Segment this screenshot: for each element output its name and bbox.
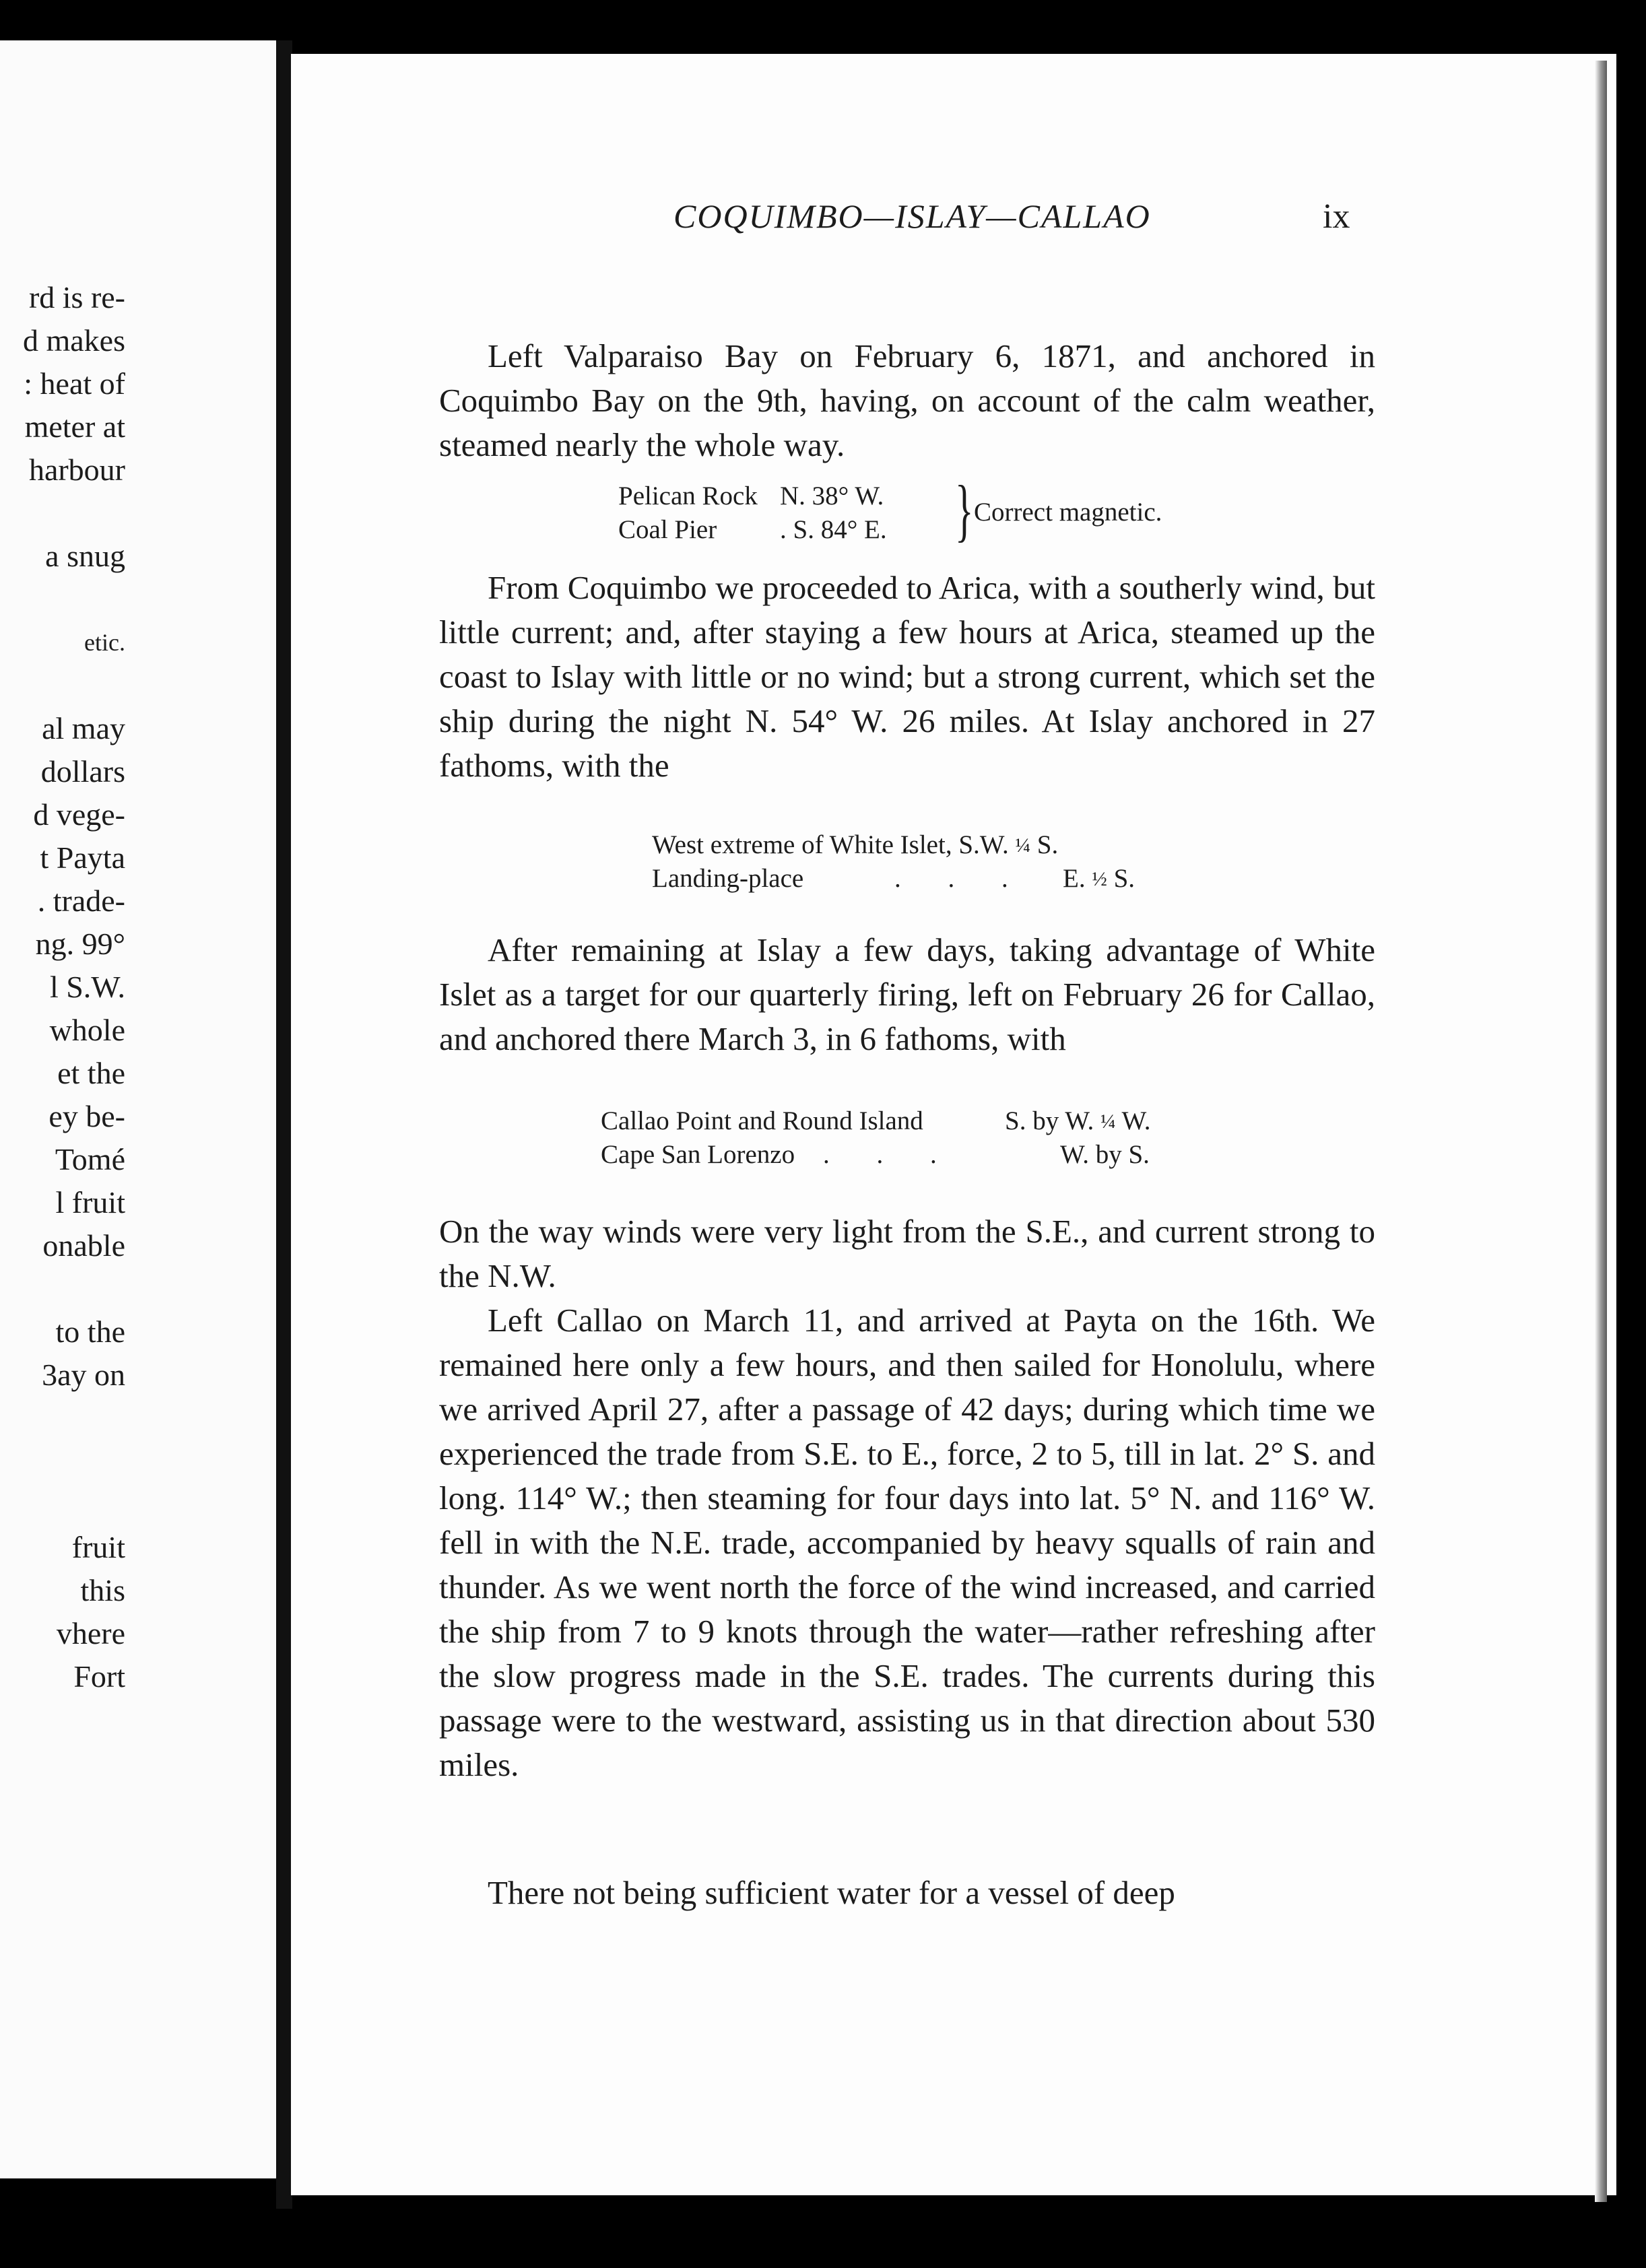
paragraph-winds: On the way winds were very light from the S.E., and current strong to the N.W. bbox=[439, 1213, 1375, 1294]
bearing-place: West extreme of White Islet, S.W. bbox=[652, 830, 1009, 859]
bearing-value: E. bbox=[1063, 864, 1086, 893]
left-page-line: l S.W. bbox=[49, 970, 125, 1004]
book-gutter bbox=[276, 40, 292, 2209]
paragraph-valparaiso: Left Valparaiso Bay on February 6, 1871, and anchored in Coquimbo Bay on the 9th, having, on account of the calm weather, steamed nearly the whole way. bbox=[439, 337, 1375, 463]
left-page-line: d vege- bbox=[33, 797, 125, 832]
fraction: ½ bbox=[1092, 868, 1107, 890]
left-page-line: fruit bbox=[71, 1530, 125, 1564]
fraction: ¼ bbox=[1015, 834, 1030, 857]
bearing-value: S. bbox=[1113, 864, 1135, 893]
running-head: COQUIMBO—ISLAY—CALLAO bbox=[673, 197, 1151, 235]
left-page-line: ey be- bbox=[48, 1099, 125, 1133]
paragraph-deep-water: There not being sufficient water for a vessel of deep bbox=[488, 1874, 1175, 1911]
bearing-place: Landing-place bbox=[652, 864, 804, 893]
bearing-place: Callao Point and Round Island bbox=[601, 1106, 923, 1135]
left-page-line: a snug bbox=[45, 539, 125, 573]
leader-dots: . . . bbox=[823, 1140, 957, 1169]
left-page-line: t Payta bbox=[40, 840, 125, 875]
left-page-line: onable bbox=[42, 1228, 125, 1263]
left-page-line: Tomé bbox=[55, 1142, 125, 1176]
left-page-line: vhere bbox=[56, 1616, 125, 1650]
left-page-line: ng. 99° bbox=[35, 927, 125, 961]
bearings-table-coquimbo bbox=[618, 471, 1224, 549]
paragraph-payta-honolulu: Left Callao on March 11, and arrived at Payta on the 16th. We remained here only a few hours, and then sailed for Honolulu, where we arrived April 27, after a passage of 42 days; during which time we experienced the trade from S.E. to E., force, 2 to 5, till in lat. 2° S. and long. 114° W.; then steaming for four days into lat. 5° N. and 116° W. fell in with the N.E. trade, accompanied by heavy squalls of rain and thunder. As we went north the force of the wind increased, and carried the ship from 7 to 9 knots through the water—rather refreshing after the slow progress made in the S.E. trades. The currents during this passage were to the westward, assisting us in that direction about 530 miles. bbox=[439, 1302, 1375, 1783]
bearing-place: Coal Pier bbox=[618, 515, 717, 544]
paragraph-callao-voyage: After remaining at Islay a few days, taking advantage of White Islet as a target for our quarterly firing, left on February 26 for Callao, and anchored there March 3, in 6 fathoms, with bbox=[439, 931, 1375, 1057]
left-page-line: 3ay on bbox=[42, 1358, 125, 1392]
leader-dots: . . . bbox=[894, 864, 1028, 893]
left-page-line: to the bbox=[55, 1314, 125, 1349]
bearing-value: S. by W. bbox=[1005, 1106, 1094, 1135]
brace-note: Correct magnetic. bbox=[974, 498, 1162, 527]
left-page-line: etic. bbox=[84, 629, 125, 656]
left-page-fragment bbox=[0, 40, 280, 2178]
left-page-line: this bbox=[80, 1573, 125, 1607]
fraction: ¼ bbox=[1100, 1110, 1116, 1133]
bearing-place: Pelican Rock bbox=[618, 481, 758, 510]
paragraph-arica-islay: From Coquimbo we proceeded to Arica, with a southerly wind, but little current; and, after staying a few hours at Arica, steamed up the coast to Islay with little or no wind; but a strong current, which set the ship during the night N. 54° W. 26 miles. At Islay anchored in 27 fathoms, with the bbox=[439, 569, 1375, 784]
left-page-line: : heat of bbox=[24, 366, 125, 401]
bearing-value: S. bbox=[1036, 830, 1059, 859]
page-number: ix bbox=[1323, 197, 1350, 236]
bearing-value: W. bbox=[1121, 1106, 1151, 1135]
bearing-value: N. 38° W. bbox=[780, 481, 884, 510]
brace-glyph: } bbox=[955, 471, 974, 549]
left-page-line: al may bbox=[42, 711, 125, 745]
left-page-line: dollars bbox=[40, 754, 125, 789]
left-page-line: l fruit bbox=[55, 1185, 125, 1220]
left-page-line: rd is re- bbox=[28, 280, 125, 314]
page-edge bbox=[1595, 61, 1607, 2202]
bearing-place: Cape San Lorenzo bbox=[601, 1140, 795, 1169]
bearing-value: W. by S. bbox=[1060, 1140, 1150, 1169]
left-page-line: meter at bbox=[24, 409, 125, 444]
left-page-line: Fort bbox=[73, 1659, 125, 1694]
bearings-table-islay bbox=[652, 828, 1191, 896]
left-page-line: et the bbox=[57, 1056, 125, 1090]
bearings-table-callao bbox=[601, 1104, 1247, 1172]
bearing-value: . S. 84° E. bbox=[780, 515, 887, 544]
left-page-line: d makes bbox=[22, 323, 125, 358]
left-page-line: . trade- bbox=[37, 883, 125, 918]
left-page-line: whole bbox=[49, 1013, 125, 1047]
left-page-line: harbour bbox=[28, 453, 125, 487]
